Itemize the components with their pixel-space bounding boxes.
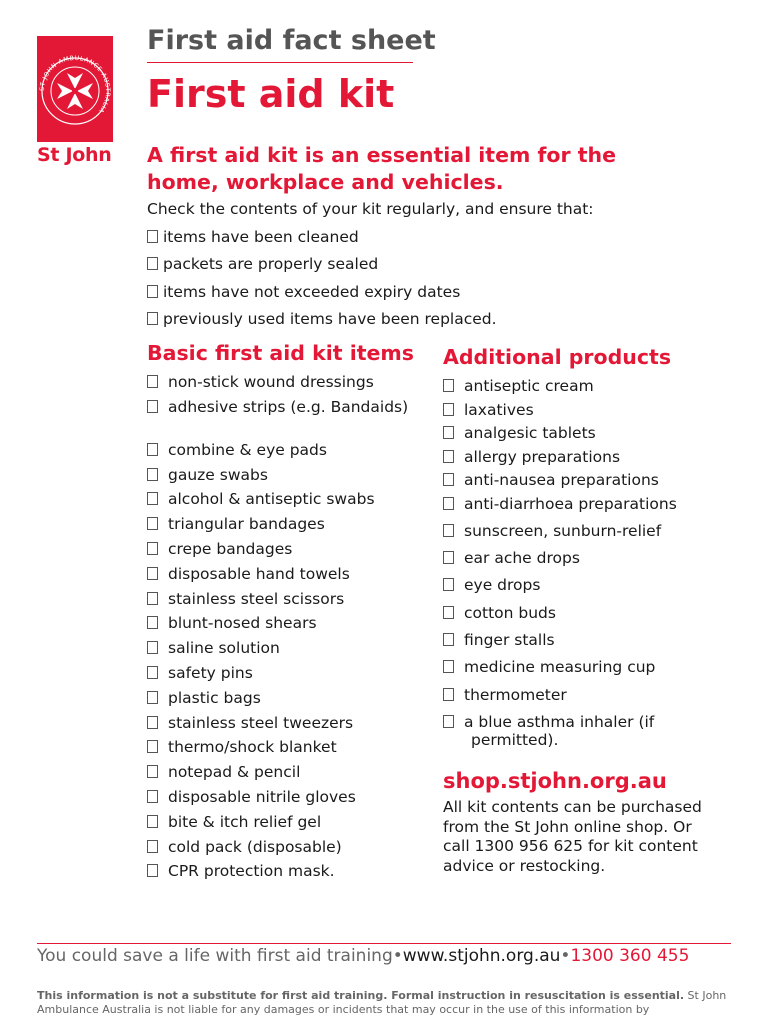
list-item: medicine measuring cup	[443, 658, 723, 685]
list-item: saline solution	[147, 639, 417, 664]
checkbox-icon	[443, 379, 454, 392]
footer-tagline: You could save a life with first aid training	[37, 946, 393, 966]
intro-text: Check the contents of your kit regularly, and ensure that:	[147, 200, 594, 218]
page-title: First aid kit	[147, 72, 395, 116]
list-item: triangular bandages	[147, 515, 417, 540]
footer-divider	[37, 943, 731, 944]
list-item: blunt-nosed shears	[147, 614, 417, 639]
shop-description: All kit contents can be purchased from the St John online shop. Or call 1300 956 625 for kit content advice or restocking.	[443, 798, 702, 875]
checkbox-icon	[147, 230, 158, 243]
checkbox-icon	[443, 426, 454, 439]
checkbox-icon	[443, 473, 454, 486]
checkbox-icon	[147, 312, 158, 325]
list-item: anti-nausea preparations	[443, 471, 723, 495]
footer-website-link[interactable]: www.stjohn.org.au	[402, 946, 561, 966]
st-john-logo-badge	[37, 36, 113, 142]
checkbox-icon	[443, 524, 454, 537]
basic-items-list	[147, 373, 417, 887]
list-item: safety pins	[147, 664, 417, 689]
checklist-item: items have been cleaned	[147, 227, 497, 254]
maintenance-checklist	[147, 227, 497, 336]
checklist-item: items have not exceeded expiry dates	[147, 282, 497, 309]
list-item: anti-diarrhoea preparations	[443, 495, 723, 522]
checklist-item: packets are properly sealed	[147, 254, 497, 281]
list-item: finger stalls	[443, 631, 723, 658]
additional-products-list	[443, 377, 723, 749]
list-item: stainless steel scissors	[147, 590, 417, 615]
list-item: adhesive strips (e.g. Bandaids)	[147, 398, 417, 441]
checkbox-icon	[147, 443, 158, 456]
list-item: combine & eye pads	[147, 441, 417, 466]
checkbox-icon	[147, 641, 158, 654]
checkbox-icon	[147, 567, 158, 580]
kicker-divider	[147, 62, 413, 63]
checkbox-icon	[147, 666, 158, 679]
list-item: cotton buds	[443, 604, 723, 631]
list-item: analgesic tablets	[443, 424, 723, 448]
checkbox-icon	[147, 840, 158, 853]
list-item: allergy preparations	[443, 448, 723, 472]
checkbox-icon	[147, 716, 158, 729]
checkbox-icon	[443, 660, 454, 673]
list-item: laxatives	[443, 401, 723, 425]
checkbox-icon	[443, 497, 454, 510]
list-item: disposable nitrile gloves	[147, 788, 417, 813]
checkbox-icon	[147, 492, 158, 505]
checkbox-icon	[443, 715, 454, 728]
list-item: bite & itch relief gel	[147, 813, 417, 838]
lead-statement: A first aid kit is an essential item for the home, workplace and vehicles.	[147, 143, 617, 194]
checkbox-icon	[147, 468, 158, 481]
list-item: ear ache drops	[443, 549, 723, 576]
list-item: sunscreen, sunburn-relief	[443, 522, 723, 549]
checkbox-icon	[147, 691, 158, 704]
additional-products-heading: Additional products	[443, 345, 672, 369]
checkbox-icon	[147, 765, 158, 778]
footer-contact-line: You could save a life with first aid training•www.stjohn.org.au•1300 360 455	[37, 946, 690, 966]
checkbox-icon	[147, 400, 158, 413]
checkbox-icon	[147, 257, 158, 270]
checkbox-icon	[443, 403, 454, 416]
checkbox-icon	[147, 592, 158, 605]
list-item: disposable hand towels	[147, 565, 417, 590]
checkbox-icon	[443, 688, 454, 701]
list-item: crepe bandages	[147, 540, 417, 565]
list-item: eye drops	[443, 576, 723, 603]
checkbox-icon	[147, 375, 158, 388]
list-item: thermo/shock blanket	[147, 738, 417, 763]
checkbox-icon	[443, 578, 454, 591]
disclaimer: This information is not a substitute for first aid training. Formal instruction in resuscitation is essential. St John Ambulance Australia is not liable for any damages or incidents that may occur in the use of this information by	[37, 989, 727, 1016]
checkbox-icon	[147, 542, 158, 555]
checkbox-icon	[147, 616, 158, 629]
list-item: non-stick wound dressings	[147, 373, 417, 398]
footer-phone[interactable]: 1300 360 455	[570, 946, 690, 966]
checkbox-icon	[147, 864, 158, 877]
list-item: thermometer	[443, 686, 723, 713]
list-item: CPR protection mask.	[147, 862, 417, 887]
checkbox-icon	[443, 633, 454, 646]
list-item: notepad & pencil	[147, 763, 417, 788]
checklist-item: previously used items have been replaced.	[147, 309, 497, 336]
maltese-cross-icon	[37, 36, 113, 142]
list-item: a blue asthma inhaler (if permitted).	[443, 713, 723, 749]
basic-items-heading: Basic first aid kit items	[147, 341, 414, 365]
checkbox-icon	[443, 551, 454, 564]
list-item: cold pack (disposable)	[147, 838, 417, 863]
shop-link[interactable]: shop.stjohn.org.au	[443, 769, 667, 793]
brand-name: St John	[37, 144, 112, 166]
checkbox-icon	[443, 450, 454, 463]
checkbox-icon	[147, 740, 158, 753]
checkbox-icon	[147, 285, 158, 298]
checkbox-icon	[147, 517, 158, 530]
checkbox-icon	[443, 606, 454, 619]
checkbox-icon	[147, 790, 158, 803]
list-item: antiseptic cream	[443, 377, 723, 401]
list-item: alcohol & antiseptic swabs	[147, 490, 417, 515]
sheet-kicker: First aid fact sheet	[147, 25, 436, 56]
list-item: stainless steel tweezers	[147, 714, 417, 739]
list-item: gauze swabs	[147, 466, 417, 491]
list-item: plastic bags	[147, 689, 417, 714]
badge-ring-text: ST JOHN AMBULANCE AUSTRALIA	[38, 54, 112, 115]
checkbox-icon	[147, 815, 158, 828]
